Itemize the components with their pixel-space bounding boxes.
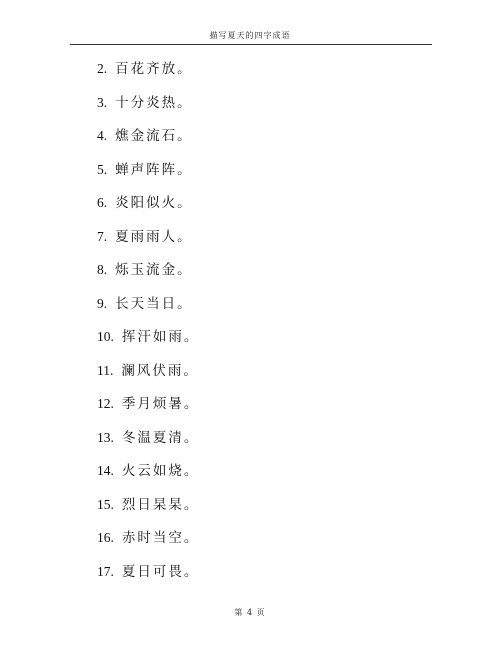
list-item-text: 赤时当空。 [121,530,200,546]
idiom-list [97,57,199,593]
list-item-text: 夏日可畏。 [121,563,200,580]
list-item-number: 8. [97,262,108,277]
list-item-number: 4. [97,128,108,143]
list-item-text: 燋金流石。 [115,128,193,144]
list-item [97,292,199,326]
list-item-number: 2. [97,61,108,76]
list-item [97,526,199,560]
list-item-number: 3. [97,94,108,110]
list-item [97,359,199,393]
list-item-number: 16. [97,530,114,545]
list-item [97,325,199,359]
list-item [97,560,199,594]
list-item-number: 5. [97,161,108,177]
list-item-text: 季月烦暑。 [121,396,200,412]
list-item [97,158,199,192]
header-divider [70,44,432,45]
list-item-text: 百花齐放。 [115,61,193,77]
list-item-text: 炎阳似火。 [115,195,193,211]
list-item-text: 蝉声阵阵。 [115,161,193,178]
list-item [97,91,199,125]
list-item-text: 澜风伏雨。 [121,362,199,379]
list-item-number: 12. [97,396,114,411]
list-item-text: 烁玉流金。 [115,262,193,278]
list-item [97,392,199,426]
list-item-number: 6. [97,195,108,210]
page-number: 第 4 页 [234,608,266,617]
list-item-number: 15. [97,496,114,512]
list-item-text: 火云如烧。 [121,463,200,479]
list-item-text: 十分炎热。 [115,94,193,111]
list-item-number: 13. [97,429,114,445]
list-item [97,124,199,158]
list-item-number: 10. [97,329,114,344]
list-item-number: 9. [97,295,108,311]
list-item [97,459,199,493]
list-item [97,426,199,460]
list-item-text: 夏雨雨人。 [115,228,193,245]
list-item-text: 挥汗如雨。 [121,329,200,345]
list-item-number: 7. [97,228,108,244]
list-item-text: 烈日杲杲。 [121,496,200,513]
list-item-number: 14. [97,463,114,478]
list-item [97,225,199,259]
list-item-number: 11. [97,362,114,378]
list-item-number: 17. [97,563,114,579]
list-item [97,191,199,225]
list-item [97,258,199,292]
list-item [97,57,199,91]
list-item-text: 长天当日。 [115,295,193,312]
list-item [97,493,199,527]
page-header-title: 描写夏天的四字成语 [209,31,291,40]
list-item-text: 冬温夏清。 [121,429,200,446]
